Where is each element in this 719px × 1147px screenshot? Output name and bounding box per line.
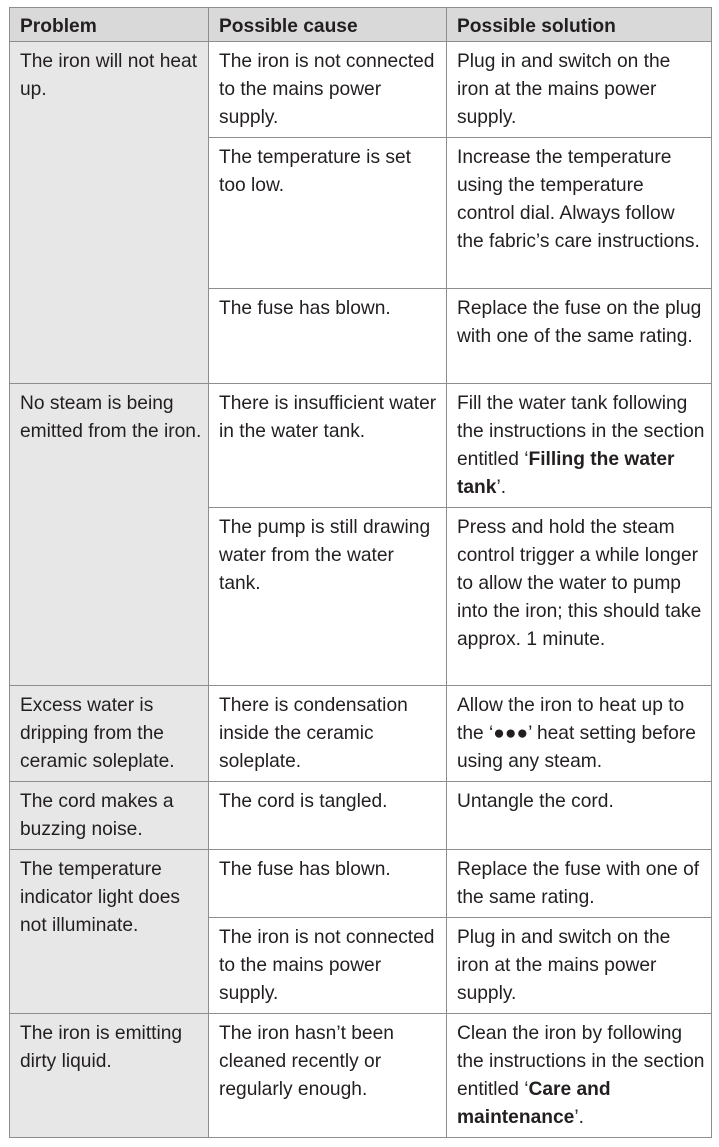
troubleshooting-table xyxy=(9,7,712,1138)
solution-text: Clean the iron by following the instructions in the section entitled ‘ xyxy=(457,1023,705,1100)
cause-cell: The temperature is set too low. xyxy=(209,138,447,289)
cause-cell: The fuse has blown. xyxy=(209,289,447,384)
solution-cell xyxy=(447,686,712,782)
table-row xyxy=(10,850,712,918)
solution-cell xyxy=(447,1014,712,1138)
solution-cell xyxy=(447,384,712,508)
header-possible-solution: Possible solution xyxy=(447,8,712,42)
solution-text-end: ’ heat setting before using any steam. xyxy=(457,723,696,772)
problem-cell: The iron will not heat up. xyxy=(10,42,209,384)
problem-cell: Excess water is dripping from the ceramic soleplate. xyxy=(10,686,209,782)
problem-cell: No steam is being emitted from the iron. xyxy=(10,384,209,686)
cause-cell: There is condensation inside the ceramic soleplate. xyxy=(209,686,447,782)
troubleshooting-table-wrapper xyxy=(9,7,712,1138)
solution-cell: Increase the temperature using the temperature control dial. Always follow the fabric’s care instructions. xyxy=(447,138,712,289)
solution-text: Fill the water tank following the instructions in the section entitled ‘ xyxy=(457,393,705,470)
solution-text-end: ’. xyxy=(496,477,507,498)
table-row xyxy=(10,384,712,508)
problem-cell: The iron is emitting dirty liquid. xyxy=(10,1014,209,1138)
solution-cell: Press and hold the steam control trigger a while longer to allow the water to pump into the iron; this should take approx. 1 minute. xyxy=(447,508,712,686)
problem-cell: The temperature indicator light does not illuminate. xyxy=(10,850,209,1014)
cause-cell: There is insufficient water in the water tank. xyxy=(209,384,447,508)
cause-cell: The pump is still drawing water from the water tank. xyxy=(209,508,447,686)
section-reference: Filling the water tank xyxy=(457,449,675,498)
solution-cell: Plug in and switch on the iron at the mains power supply. xyxy=(447,918,712,1014)
solution-cell: Untangle the cord. xyxy=(447,782,712,850)
cause-cell: The iron hasn’t been cleaned recently or regularly enough. xyxy=(209,1014,447,1138)
table-row xyxy=(10,686,712,782)
cause-cell: The iron is not connected to the mains power supply. xyxy=(209,918,447,1014)
cause-cell: The iron is not connected to the mains power supply. xyxy=(209,42,447,138)
heat-setting-dots: ●●● xyxy=(493,723,529,744)
table-header-row xyxy=(10,8,712,42)
section-reference: Care and maintenance xyxy=(457,1079,611,1128)
solution-text-end: ’. xyxy=(574,1107,584,1128)
table-row xyxy=(10,1014,712,1138)
cause-cell: The fuse has blown. xyxy=(209,850,447,918)
header-possible-cause: Possible cause xyxy=(209,8,447,42)
table-row xyxy=(10,782,712,850)
solution-cell: Replace the fuse on the plug with one of the same rating. xyxy=(447,289,712,384)
cause-cell: The cord is tangled. xyxy=(209,782,447,850)
solution-cell: Replace the fuse with one of the same rating. xyxy=(447,850,712,918)
problem-cell: The cord makes a buzzing noise. xyxy=(10,782,209,850)
header-problem: Problem xyxy=(10,8,209,42)
solution-text: Allow the iron to heat up to the ‘ xyxy=(457,695,685,744)
table-row xyxy=(10,42,712,138)
solution-cell: Plug in and switch on the iron at the mains power supply. xyxy=(447,42,712,138)
